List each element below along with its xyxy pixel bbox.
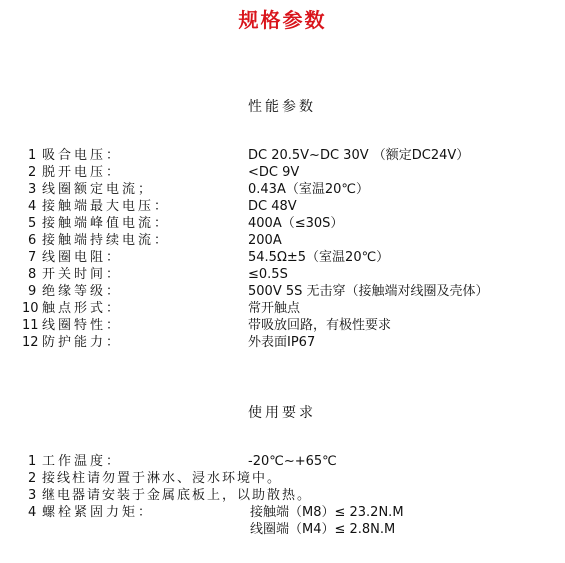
usage-row-3 — [0, 487, 565, 504]
row-number: 4 — [28, 199, 37, 214]
row-label: 吸合电压： — [42, 148, 123, 163]
row-value: DC 20.5V~DC 30V （额定DC24V） — [248, 148, 470, 163]
row-label: 绝缘等级： — [42, 284, 123, 299]
row-number: 2 — [28, 471, 37, 486]
row-label: 线圈电阻： — [42, 250, 123, 265]
usage-row-4-extra — [0, 521, 565, 538]
row-number: 7 — [28, 250, 37, 265]
usage-heading: 使用要求 — [248, 405, 316, 421]
row-value: 接触端（M8）≤ 23.2N.M — [250, 505, 404, 520]
row-label: 防护能力： — [42, 335, 123, 350]
row-label: 开关时间： — [42, 267, 123, 282]
perf-row-9 — [0, 283, 565, 300]
row-value: 带吸放回路，有极性要求 — [248, 318, 392, 333]
row-label: 线圈特性： — [42, 318, 123, 333]
perf-row-2 — [0, 164, 565, 181]
row-label: 接触端持续电流： — [42, 233, 171, 248]
perf-row-11 — [0, 317, 565, 334]
row-number: 8 — [28, 267, 37, 282]
row-value: 常开触点 — [248, 301, 301, 316]
perf-row-5 — [0, 215, 565, 232]
row-value: 54.5Ω±5（室温20℃） — [248, 250, 390, 265]
perf-row-1 — [0, 147, 565, 164]
perf-row-12 — [0, 334, 565, 351]
row-number: 9 — [28, 284, 37, 299]
row-number: 3 — [28, 488, 37, 503]
row-value: -20℃~+65℃ — [248, 454, 337, 469]
page-title: 规格参数 — [238, 8, 327, 32]
perf-row-4 — [0, 198, 565, 215]
usage-row-1 — [0, 453, 565, 470]
performance-heading: 性能参数 — [248, 99, 316, 115]
perf-row-3 — [0, 181, 565, 198]
row-number: 2 — [28, 165, 37, 180]
row-label: 接触端最大电压： — [42, 199, 171, 214]
perf-row-10 — [0, 300, 565, 317]
row-number: 4 — [28, 505, 37, 520]
perf-row-7 — [0, 249, 565, 266]
row-number: 12 — [22, 335, 39, 350]
row-number: 6 — [28, 233, 37, 248]
row-value: 外表面IP67 — [248, 335, 316, 350]
row-value: 400A（≤30S） — [248, 216, 344, 231]
perf-row-8 — [0, 266, 565, 283]
row-label: 继电器请安装于金属底板上，以助散热。 — [42, 488, 313, 503]
row-number: 5 — [28, 216, 37, 231]
row-value: 0.43A（室温20℃） — [248, 182, 369, 197]
row-label: 接触端峰值电流： — [42, 216, 171, 231]
row-value: 500V 5S 无击穿（接触端对线圈及壳体） — [248, 284, 489, 299]
row-label: 接线柱请勿置于淋水、浸水环境中。 — [42, 471, 283, 486]
row-value: <DC 9V — [248, 165, 300, 180]
row-value: ≤0.5S — [248, 267, 288, 282]
row-number: 3 — [28, 182, 37, 197]
usage-row-2 — [0, 470, 565, 487]
perf-row-6 — [0, 232, 565, 249]
row-label: 脱开电压： — [42, 165, 123, 180]
row-label: 线圈额定电流； — [42, 182, 155, 197]
row-value: 200A — [248, 233, 282, 248]
row-number: 10 — [22, 301, 39, 316]
row-label: 工作温度： — [42, 454, 123, 469]
row-label: 触点形式： — [42, 301, 123, 316]
row-number: 1 — [28, 454, 37, 469]
row-value: DC 48V — [248, 199, 297, 214]
row-number: 11 — [22, 318, 39, 333]
row-label: 螺栓紧固力矩： — [42, 505, 155, 520]
usage-row-4 — [0, 504, 565, 521]
row-number: 1 — [28, 148, 37, 163]
row-value: 线圈端（M4）≤ 2.8N.M — [250, 522, 396, 537]
